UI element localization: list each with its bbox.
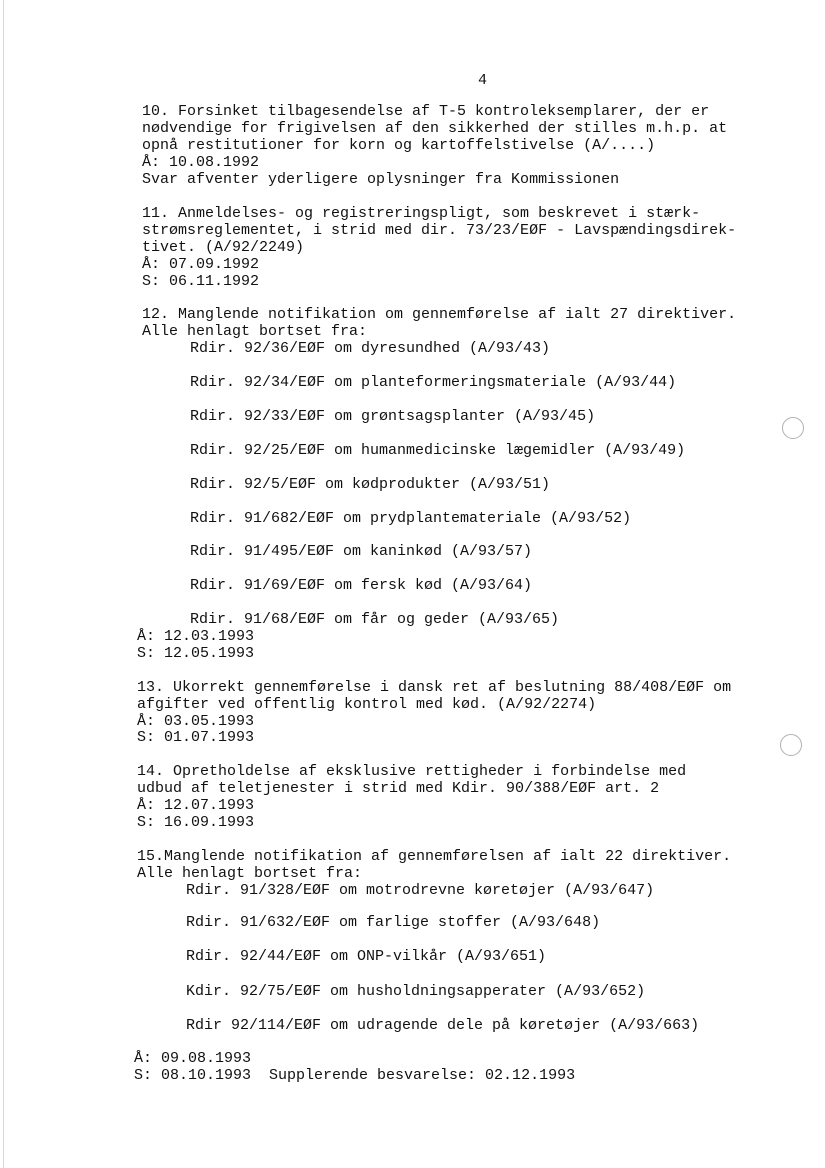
item-12-line-2: Alle henlagt bortset fra: bbox=[142, 323, 368, 340]
item-14-line-1: 14. Opretholdelse af eksklusive rettigheder i forbindelse med bbox=[137, 763, 687, 780]
item-12-directive: Rdir. 92/34/EØF om planteformeringsmateriale (A/93/44) bbox=[190, 374, 677, 391]
item-13-line-2: afgifter ved offentlig kontrol med kød. (A/92/2274) bbox=[137, 696, 597, 713]
item-12-directive: Rdir. 92/5/EØF om kødprodukter (A/93/51) bbox=[190, 476, 551, 493]
item-12-directive: Rdir. 92/25/EØF om humanmedicinske lægemidler (A/93/49) bbox=[190, 442, 686, 459]
item-12-directive: Rdir. 92/36/EØF om dyresundhed (A/93/43) bbox=[190, 340, 551, 357]
page-number: 4 bbox=[478, 72, 488, 89]
item-15-directive: Rdir. 92/44/EØF om ONP-vilkår (A/93/651) bbox=[186, 948, 547, 965]
item-15-line-1: 15.Manglende notifikation af gennemførelsen af ialt 22 direktiver. bbox=[137, 848, 732, 865]
item-13-reply-date: S: 01.07.1993 bbox=[137, 729, 255, 746]
item-14-received-date: Å: 12.07.1993 bbox=[137, 797, 255, 814]
item-15-line-2: Alle henlagt bortset fra: bbox=[137, 865, 363, 882]
item-12-line-1: 12. Manglende notifikation om gennemførelse af ialt 27 direktiver. bbox=[142, 306, 737, 323]
item-10-status: Svar afventer yderligere oplysninger fra Kommissionen bbox=[142, 171, 620, 188]
item-12-directive: Rdir. 91/69/EØF om fersk kød (A/93/64) bbox=[190, 577, 533, 594]
page-edge-line bbox=[3, 0, 4, 1168]
item-10-line-2: nødvendige for frigivelsen af den sikkerhed der stilles m.h.p. at bbox=[142, 120, 728, 137]
item-15-directive: Rdir. 91/632/EØF om farlige stoffer (A/93/648) bbox=[186, 914, 601, 931]
item-14-line-2: udbud af teletjenester i strid med Kdir. 90/388/EØF art. 2 bbox=[137, 780, 660, 797]
item-12-directive: Rdir. 91/68/EØF om får og geder (A/93/65) bbox=[190, 611, 560, 628]
item-12-directive: Rdir. 92/33/EØF om grøntsagsplanter (A/93/45) bbox=[190, 408, 596, 425]
item-12-reply-date: S: 12.05.1993 bbox=[137, 645, 255, 662]
item-15-reply-date: S: 08.10.1993 Supplerende besvarelse: 02.12.1993 bbox=[134, 1067, 576, 1084]
item-10-received-date: Å: 10.08.1992 bbox=[142, 154, 260, 171]
item-15-directive: Rdir. 91/328/EØF om motrodrevne køretøjer (A/93/647) bbox=[186, 882, 655, 899]
item-12-directive: Rdir. 91/495/EØF om kaninkød (A/93/57) bbox=[190, 543, 533, 560]
item-15-received-date: Å: 09.08.1993 bbox=[134, 1050, 252, 1067]
item-13-received-date: Å: 03.05.1993 bbox=[137, 713, 255, 730]
item-11-line-3: tivet. (A/92/2249) bbox=[142, 239, 305, 256]
item-11-received-date: Å: 07.09.1992 bbox=[142, 256, 260, 273]
item-11-reply-date: S: 06.11.1992 bbox=[142, 273, 260, 290]
item-13-line-1: 13. Ukorrekt gennemførelse i dansk ret af beslutning 88/408/EØF om bbox=[137, 679, 732, 696]
item-12-directive: Rdir. 91/682/EØF om prydplantemateriale (A/93/52) bbox=[190, 510, 632, 527]
item-10-line-1: 10. Forsinket tilbagesendelse af T-5 kontroleksemplarer, der er bbox=[142, 103, 710, 120]
item-11-line-1: 11. Anmeldelses- og registreringspligt, som beskrevet i stærk- bbox=[142, 205, 701, 222]
item-12-received-date: Å: 12.03.1993 bbox=[137, 628, 255, 645]
item-15-directive: Kdir. 92/75/EØF om husholdningsapperater (A/93/652) bbox=[186, 983, 646, 1000]
punch-hole-mark bbox=[780, 734, 802, 756]
item-15-directive: Rdir 92/114/EØF om udragende dele på køretøjer (A/93/663) bbox=[186, 1017, 700, 1034]
item-11-line-2: strømsreglementet, i strid med dir. 73/23/EØF - Lavspændingsdirek- bbox=[142, 222, 737, 239]
punch-hole-mark bbox=[782, 417, 804, 439]
item-10-line-3: opnå restitutioner for korn og kartoffelstivelse (A/....) bbox=[142, 137, 656, 154]
item-14-reply-date: S: 16.09.1993 bbox=[137, 814, 255, 831]
